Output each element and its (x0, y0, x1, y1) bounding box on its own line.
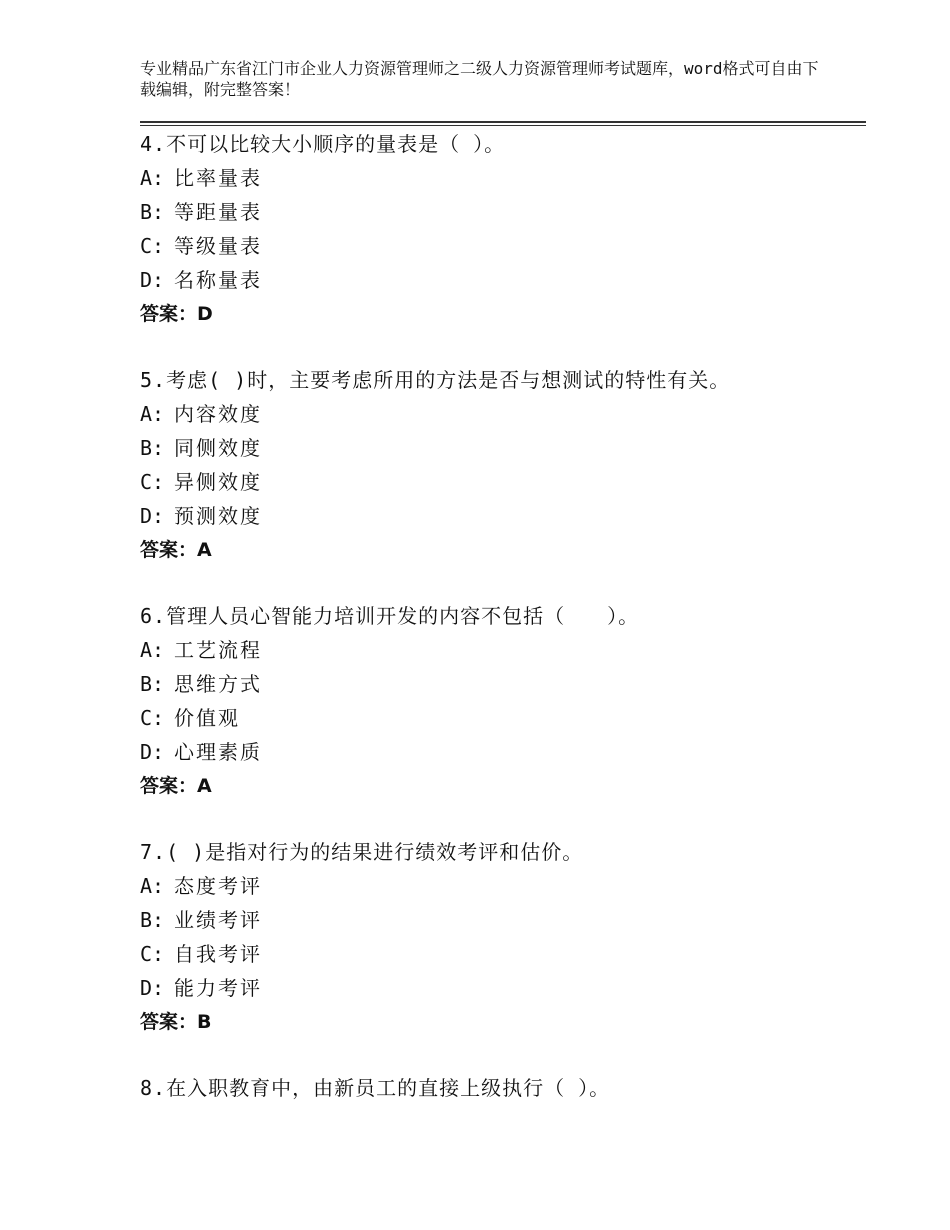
option-key: D: (140, 740, 165, 764)
option-c (140, 937, 866, 971)
option-text: 等级量表 (174, 234, 262, 258)
option-key: D: (140, 504, 165, 528)
question-stem: 4.不可以比较大小顺序的量表是（ ）。 (140, 132, 506, 156)
question-item (140, 363, 866, 567)
option-text: 等距量表 (174, 200, 262, 224)
option-key: C: (140, 470, 165, 494)
option-text: 业绩考评 (174, 908, 262, 932)
question-stem: 5.考虑( )时，主要考虑所用的方法是否与想测试的特性有关。 (140, 368, 731, 392)
option-b (140, 903, 866, 937)
option-d (140, 499, 866, 533)
option-key: C: (140, 942, 165, 966)
question-item (140, 835, 866, 1039)
answer-label: 答案： (140, 303, 198, 325)
option-a (140, 397, 866, 431)
option-b (140, 195, 866, 229)
option-a (140, 869, 866, 903)
option-key: D: (140, 976, 165, 1000)
answer-line (140, 297, 866, 331)
option-key: B: (140, 908, 165, 932)
option-text: 比率量表 (174, 166, 262, 190)
answer-line (140, 769, 866, 803)
option-a (140, 633, 866, 667)
option-text: 预测效度 (174, 504, 262, 528)
option-key: A: (140, 638, 165, 662)
option-key: B: (140, 672, 165, 696)
answer-line (140, 533, 866, 567)
option-key: B: (140, 200, 165, 224)
question-item (140, 599, 866, 803)
option-d (140, 971, 866, 1005)
header-divider (140, 121, 866, 126)
option-key: C: (140, 706, 165, 730)
option-text: 名称量表 (174, 268, 262, 292)
option-text: 思维方式 (174, 672, 262, 696)
question-stem: 8.在入职教育中，由新员工的直接上级执行（ ）。 (140, 1076, 611, 1100)
option-key: B: (140, 436, 165, 460)
option-text: 能力考评 (174, 976, 262, 1000)
option-text: 心理素质 (174, 740, 262, 764)
question-stem: 6.管理人员心智能力培训开发的内容不包括（ ）。 (140, 604, 640, 628)
option-key: C: (140, 234, 165, 258)
answer-value: A (197, 775, 212, 797)
option-d (140, 735, 866, 769)
option-b (140, 667, 866, 701)
document-header (140, 58, 830, 100)
option-key: D: (140, 268, 165, 292)
answer-value: B (197, 1011, 212, 1033)
option-c (140, 701, 866, 735)
option-text: 异侧效度 (174, 470, 262, 494)
option-a (140, 161, 866, 195)
option-text: 内容效度 (174, 402, 262, 426)
option-key: A: (140, 874, 165, 898)
option-key: A: (140, 402, 165, 426)
question-item (140, 127, 866, 331)
option-c (140, 229, 866, 263)
header-title: 专业精品广东省江门市企业人力资源管理师之二级人力资源管理师考试题库，word格式可自由下载编辑，附完整答案！ (140, 59, 819, 99)
option-text: 自我考评 (174, 942, 262, 966)
question-stem: 7.( )是指对行为的结果进行绩效考评和估价。 (140, 840, 584, 864)
option-c (140, 465, 866, 499)
answer-label: 答案： (140, 539, 198, 561)
option-text: 价值观 (174, 706, 240, 730)
question-item (140, 1071, 866, 1105)
answer-value: D (197, 303, 213, 325)
option-b (140, 431, 866, 465)
answer-line (140, 1005, 866, 1039)
option-text: 同侧效度 (174, 436, 262, 460)
option-d (140, 263, 866, 297)
answer-value: A (197, 539, 212, 561)
answer-label: 答案： (140, 775, 198, 797)
option-key: A: (140, 166, 165, 190)
option-text: 工艺流程 (174, 638, 262, 662)
option-text: 态度考评 (174, 874, 262, 898)
question-list (140, 127, 866, 1137)
answer-label: 答案： (140, 1011, 198, 1033)
